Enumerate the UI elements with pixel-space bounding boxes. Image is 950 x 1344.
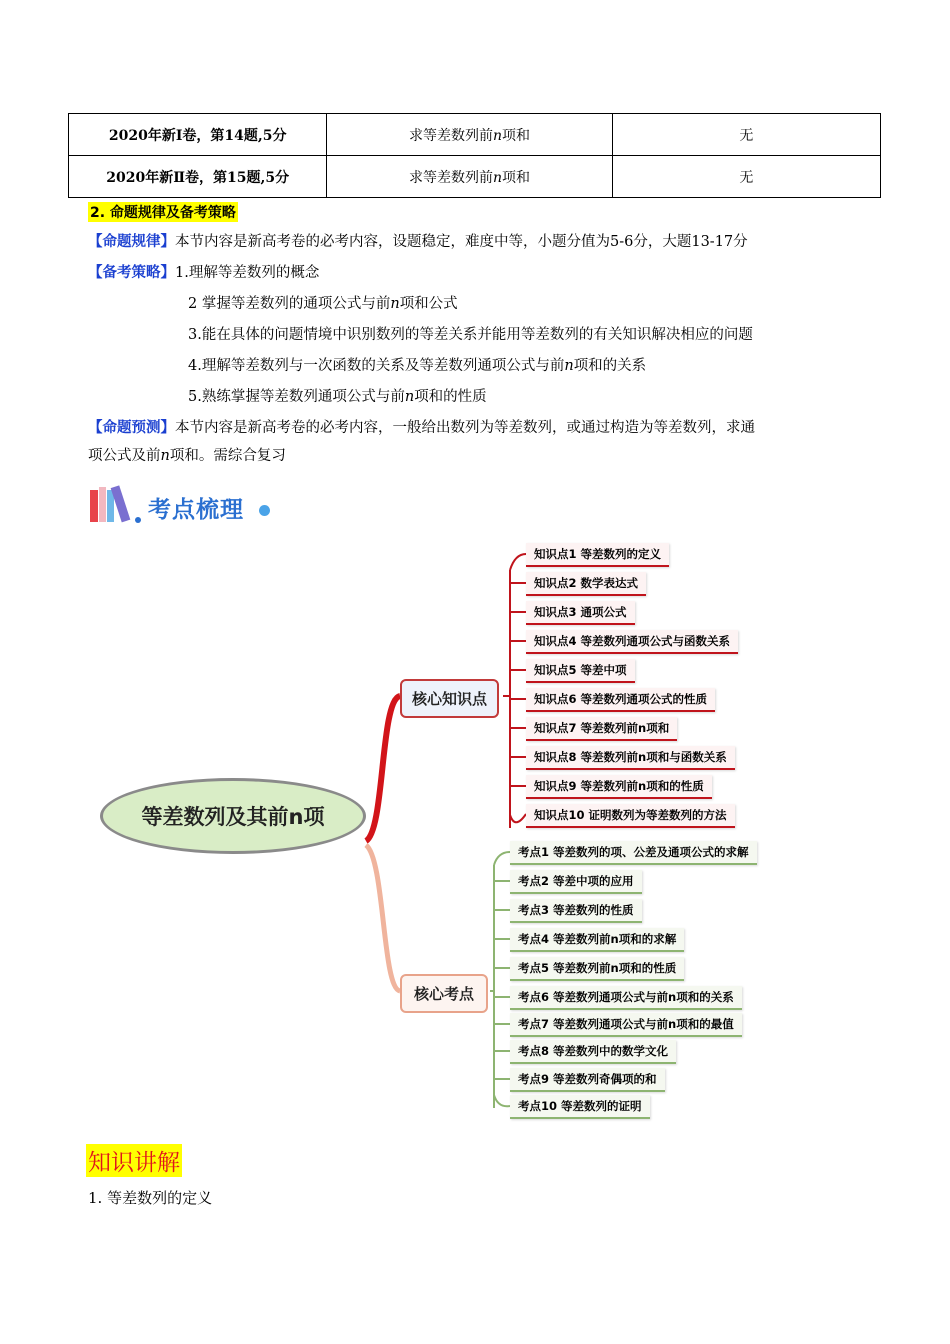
- content-var: n: [493, 169, 503, 186]
- mind-map: [0, 530, 950, 1130]
- mind-map-root: 等差数列及其前n项: [100, 778, 366, 854]
- knowledge-point: 知识点8 等差数列前n项和与函数关系: [526, 746, 735, 770]
- exam-point: 考点9 等差数列奇偶项的和: [510, 1068, 665, 1092]
- knowledge-point: 知识点3 通项公式: [526, 601, 635, 625]
- forecast-tag: 【命题预测】: [88, 419, 175, 436]
- rule-paragraph: [88, 232, 748, 252]
- exam-point: 考点7 等差数列通项公式与前n项和的最值: [510, 1013, 742, 1037]
- strategy-text: 项和的性质: [414, 389, 487, 405]
- knowledge-point: 知识点6 等差数列通项公式的性质: [526, 688, 715, 712]
- banner-title: [148, 491, 270, 524]
- strategy-var: n: [404, 389, 415, 405]
- knowledge-heading: 知识讲解: [86, 1144, 182, 1177]
- strategy-item: [188, 294, 458, 314]
- strategy-text: 3.能在具体的问题情境中识别数列的等差关系并能用等差数列的有关知识解决相应的问题: [188, 327, 753, 343]
- forecast-text: 项公式及前: [88, 448, 161, 464]
- rule-tag: 【命题规律】: [88, 233, 175, 250]
- strategy-text: 项和的关系: [573, 358, 647, 374]
- strategy-item: [188, 325, 753, 345]
- forecast-var: n: [160, 448, 170, 464]
- exam-point: 考点4 等差数列前n项和的求解: [510, 928, 684, 952]
- content-text: 求等差数列前: [409, 169, 494, 186]
- branch-exam: 核心考点: [400, 974, 488, 1013]
- knowledge-point: 知识点9 等差数列前n项和的性质: [526, 775, 712, 799]
- exam-point: 考点2 等差中项的应用: [510, 870, 642, 894]
- strategy-paragraph: [88, 263, 319, 283]
- content-text: 项和: [502, 169, 531, 186]
- table-cell-source: 2020年新Ⅱ卷，第15题,5分: [69, 156, 327, 198]
- forecast-paragraph-cont: [88, 446, 286, 466]
- rule-text: 本节内容是新高考卷的必考内容，设题稳定，难度中等，小题分值为5-6分，大题13-17分: [175, 234, 748, 250]
- exam-point: 考点3 等差数列的性质: [510, 899, 642, 923]
- knowledge-point: 知识点5 等差中项: [526, 659, 635, 683]
- knowledge-point: 知识点4 等差数列通项公式与函数关系: [526, 630, 738, 654]
- table-row: [69, 156, 881, 198]
- section-title: 2. 命题规律及备考策略: [88, 202, 238, 222]
- table-cell-note: 无: [612, 114, 880, 156]
- section-banner: [88, 484, 244, 526]
- strategy-item: 1.理解等差数列的概念: [175, 265, 320, 281]
- strategy-tag: 【备考策略】: [88, 264, 175, 281]
- table-cell-source: 2020年新I卷，第14题,5分: [69, 114, 327, 156]
- strategy-text: 2 掌握等差数列的通项公式与前: [188, 296, 391, 312]
- forecast-text: 本节内容是新高考卷的必考内容，一般给出数列为等差数列，或通过构造为等差数列，求通: [175, 420, 755, 436]
- forecast-text: 项和。需综合复习: [169, 448, 286, 464]
- knowledge-point: 知识点1 等差数列的定义: [526, 543, 669, 567]
- table-row: [69, 114, 881, 156]
- content-text: 求等差数列前: [409, 127, 494, 144]
- exam-table: [68, 113, 881, 198]
- strategy-text: 4.理解等差数列与一次函数的关系及等差数列通项公式与前: [188, 358, 565, 374]
- exam-point: 考点1 等差数列的项、公差及通项公式的求解: [510, 841, 757, 865]
- table-cell-content: [327, 156, 612, 198]
- strategy-item: [188, 356, 646, 376]
- branch-knowledge: 核心知识点: [400, 679, 499, 718]
- table-cell-content: [327, 114, 612, 156]
- knowledge-point: 知识点10 证明数列为等差数列的方法: [526, 804, 735, 828]
- knowledge-point: 知识点2 数学表达式: [526, 572, 646, 596]
- content-text: 项和: [502, 127, 531, 144]
- exam-point: 考点5 等差数列前n项和的性质: [510, 957, 684, 981]
- strategy-var: n: [564, 358, 574, 374]
- books-icon: [88, 484, 148, 526]
- strategy-item: [188, 387, 487, 407]
- content-var: n: [493, 127, 503, 144]
- exam-point: 考点8 等差数列中的数学文化: [510, 1040, 676, 1064]
- banner-title-text: 考点梳理: [148, 497, 244, 523]
- table-cell-note: 无: [612, 156, 880, 198]
- knowledge-item: 1. 等差数列的定义: [88, 1189, 213, 1207]
- dot-icon: [259, 505, 270, 516]
- strategy-text: 5.熟练掌握等差数列通项公式与前: [188, 389, 405, 405]
- exam-point: 考点10 等差数列的证明: [510, 1095, 650, 1119]
- strategy-var: n: [390, 296, 400, 312]
- strategy-text: 项和公式: [399, 296, 458, 312]
- exam-point: 考点6 等差数列通项公式与前n项和的关系: [510, 986, 742, 1010]
- forecast-paragraph: [88, 418, 755, 438]
- knowledge-point: 知识点7 等差数列前n项和: [526, 717, 677, 741]
